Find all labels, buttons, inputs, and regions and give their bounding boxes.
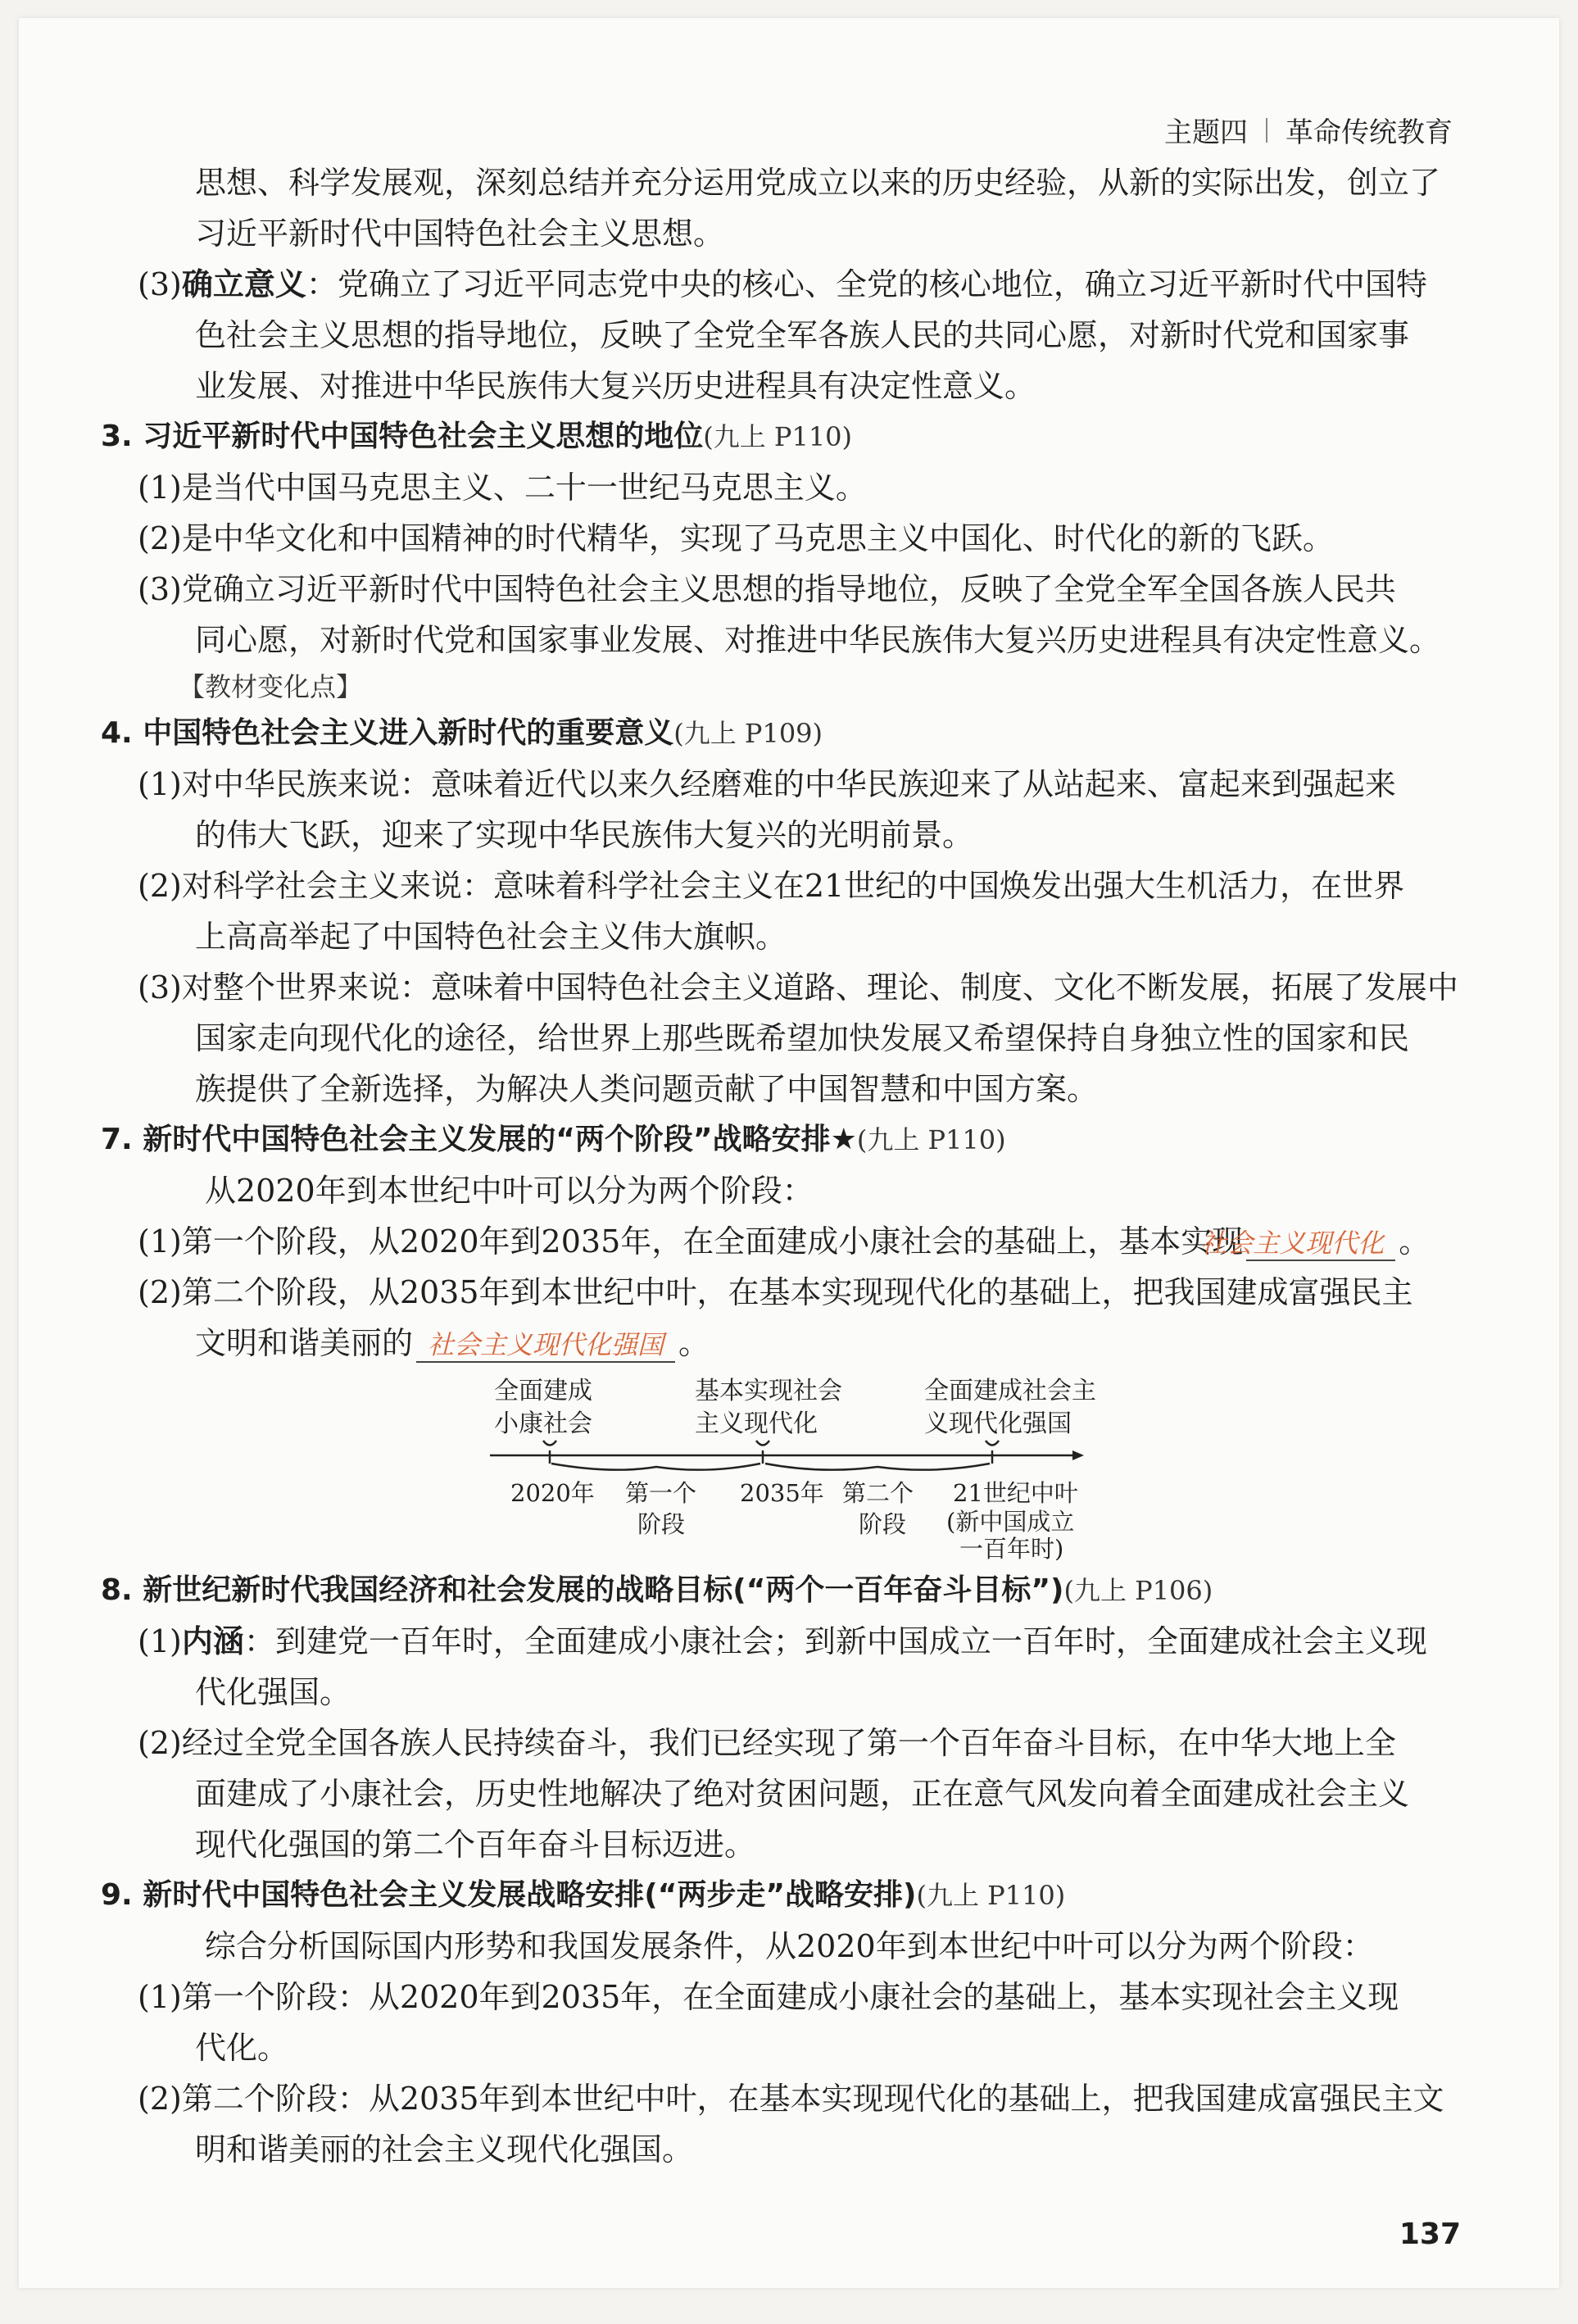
goal-label: 全面建成社会主	[924, 1377, 1096, 1405]
text-line: 明和谐美丽的社会主义现代化强国。	[195, 2131, 694, 2167]
text-line: 业发展、对推进中华民族伟大复兴历史进程具有决定性意义。	[195, 368, 1036, 404]
heading-text: 8. 新世纪新时代我国经济和社会发展的战略目标(“两个一百年奋斗目标”)	[101, 1573, 1064, 1607]
item-text: ：到建党一百年时，全面建成小康社会；到新中国成立一百年时，全面建成社会主义现	[243, 1623, 1427, 1659]
page-number: 137	[1399, 2217, 1461, 2251]
heading-text: 4. 中国特色社会主义进入新时代的重要意义	[101, 716, 674, 750]
text-line: 现代化强国的第二个百年奋斗目标迈进。	[195, 1827, 756, 1863]
item-number: (1)	[138, 1623, 182, 1659]
heading-text: 9. 新时代中国特色社会主义发展战略安排(“两步走”战略安排)	[101, 1878, 917, 1912]
stage-label: 阶段	[637, 1510, 686, 1538]
page-content	[101, 157, 1485, 2175]
section-heading-8	[101, 1565, 1485, 1616]
text-line: 的伟大飞跃，迎来了实现中华民族伟大复兴的光明前景。	[195, 817, 974, 853]
list-item	[101, 1216, 1485, 1267]
list-item: (1)第一个阶段：从2020年到2035年，在全面建成小康社会的基础上，基本实现社会主义现	[138, 1979, 1399, 2015]
item-text: 文明和谐美丽的	[195, 1325, 414, 1361]
goal-label: 基本实现社会	[695, 1377, 842, 1405]
page-reference: (九上 P110)	[916, 1880, 1066, 1911]
stage2-brace	[765, 1464, 990, 1470]
page-reference: (九上 P110)	[703, 421, 853, 452]
text-line	[101, 1318, 1485, 1369]
brace-mark	[543, 1441, 556, 1446]
stage-label: 阶段	[859, 1510, 907, 1538]
list-item: (3)党确立习近平新时代中国特色社会主义思想的指导地位，反映了全党全军全国各族人民共	[138, 571, 1396, 607]
timeline-diagram	[101, 1372, 1485, 1560]
arrow-head-icon	[1072, 1450, 1084, 1460]
item-text: ：党确立了习近平同志党中央的核心、全党的核心地位，确立习近平新时代中国特	[306, 266, 1427, 302]
page-reference: (九上 P109)	[673, 718, 823, 749]
item-number: (3)	[138, 266, 182, 302]
list-item: (2)是中华文化和中国精神的时代精华，实现了马克思主义中国化、时代化的新的飞跃。	[138, 520, 1334, 556]
goal-label: 主义现代化	[695, 1409, 818, 1438]
header-theme: 主题四	[1164, 116, 1248, 149]
item-text: 。	[678, 1325, 710, 1361]
list-item	[101, 259, 1485, 310]
stage1-brace	[551, 1464, 760, 1470]
text-line: 色社会主义思想的指导地位，反映了全党全军各族人民的共同心愿，对新时代党和国家事	[195, 317, 1410, 353]
header-title: 革命传统教育	[1286, 116, 1453, 149]
timeline-svg	[101, 1372, 1485, 1560]
list-item: (2)第二个阶段：从2035年到本世纪中叶，在基本实现现代化的基础上，把我国建成富强民主文	[138, 2081, 1444, 2117]
year-label: 2035年	[740, 1479, 824, 1507]
handwritten-answer: 社会主义现代化强国	[416, 1328, 675, 1363]
textbook-page	[19, 18, 1559, 2288]
intro-line: 从2020年到本世纪中叶可以分为两个阶段：	[205, 1173, 814, 1209]
brace-mark	[756, 1441, 769, 1446]
text-line: 国家走向现代化的途径，给世界上那些既希望加快发展又希望保持自身独立性的国家和民	[195, 1020, 1410, 1056]
section-heading-4	[101, 708, 1485, 759]
year-label: 2020年	[510, 1479, 595, 1507]
list-item: (2)第二个阶段，从2035年到本世纪中叶，在基本实现现代化的基础上，把我国建成富强民主	[138, 1274, 1413, 1310]
year-note: (新中国成立	[946, 1508, 1075, 1536]
handwritten-answer: 社会主义现代化	[1246, 1227, 1395, 1261]
list-item: (3)对整个世界来说：意味着中国特色社会主义道路、理论、制度、文化不断发展，拓展了发展中	[138, 969, 1458, 1005]
year-label: 21世纪中叶	[953, 1479, 1078, 1507]
page-reference: (九上 P106)	[1063, 1575, 1213, 1606]
stage-label: 第二个	[842, 1479, 914, 1507]
bold-term: 内涵	[181, 1623, 244, 1659]
text-line: 上高高举起了中国特色社会主义伟大旗帜。	[195, 919, 787, 955]
heading-text: 3. 习近平新时代中国特色社会主义思想的地位	[101, 420, 704, 453]
brace-mark	[986, 1441, 999, 1446]
section-heading-3	[101, 411, 1485, 462]
item-text: 。	[1399, 1223, 1431, 1260]
text-line: 思想、科学发展观，深刻总结并充分运用党成立以来的历史经验，从新的实际出发，创立了	[195, 165, 1441, 201]
text-line: 同心愿，对新时代党和国家事业发展、对推进中华民族伟大复兴历史进程具有决定性意义。	[195, 622, 1441, 658]
goal-label: 义现代化强国	[924, 1409, 1072, 1438]
list-item: (2)经过全党全国各族人民持续奋斗，我们已经实现了第一个百年奋斗目标，在中华大地上全	[138, 1725, 1396, 1761]
text-line: 习近平新时代中国特色社会主义思想。	[195, 216, 725, 252]
page-reference: (九上 P110)	[856, 1124, 1006, 1155]
textbook-change-tag: 【教材变化点】	[179, 671, 363, 702]
text-line: 面建成了小康社会，历史性地解决了绝对贫困问题，正在意气风发向着全面建成社会主义	[195, 1776, 1410, 1812]
year-note: 一百年时)	[959, 1535, 1064, 1560]
header-divider	[1266, 118, 1267, 143]
heading-text: 7. 新时代中国特色社会主义发展的“两个阶段”战略安排★	[101, 1123, 857, 1156]
section-heading-9	[101, 1870, 1485, 1921]
list-item: (1)是当代中国马克思主义、二十一世纪马克思主义。	[138, 470, 867, 506]
intro-line: 综合分析国际国内形势和我国发展条件，从2020年到本世纪中叶可以分为两个阶段：	[205, 1928, 1374, 1964]
section-heading-7	[101, 1114, 1485, 1165]
page-header	[1164, 110, 1453, 150]
goal-label: 小康社会	[494, 1409, 592, 1438]
text-line: 族提供了全新选择，为解决人类问题贡献了中国智慧和中国方案。	[195, 1071, 1099, 1107]
list-item	[101, 1616, 1485, 1667]
item-text: (1)第一个阶段，从2020年到2035年，在全面建成小康社会的基础上，基本实现	[138, 1223, 1244, 1260]
text-line: 代化强国。	[195, 1674, 351, 1710]
text-line: 代化。	[195, 2030, 289, 2066]
stage-label: 第一个	[625, 1479, 697, 1507]
list-item: (1)对中华民族来说：意味着近代以来久经磨难的中华民族迎来了从站起来、富起来到强起来	[138, 766, 1396, 802]
list-item: (2)对科学社会主义来说：意味着科学社会主义在21世纪的中国焕发出强大生机活力，在世界	[138, 868, 1405, 904]
goal-label: 全面建成	[494, 1377, 592, 1405]
bold-term: 确立意义	[181, 266, 306, 302]
